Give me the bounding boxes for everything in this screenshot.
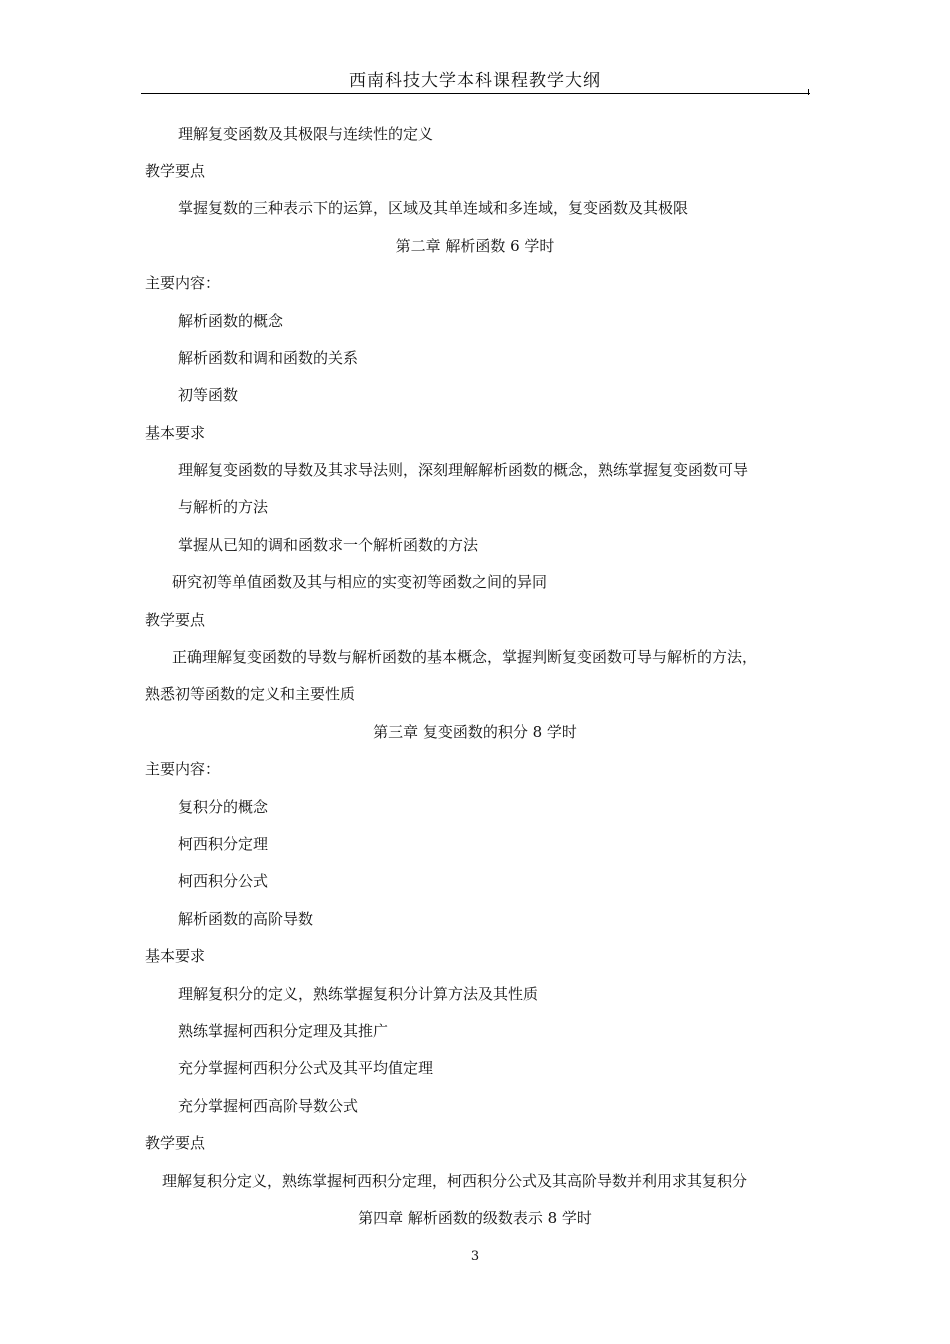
body-line: 熟悉初等函数的定义和主要性质 xyxy=(145,685,356,703)
body-line: 解析函数和调和函数的关系 xyxy=(178,349,359,367)
body-line: 复积分的概念 xyxy=(178,798,269,816)
chapter-heading: 第三章 复变函数的积分 8 学时 xyxy=(373,723,577,741)
body-line: 理解复积分的定义，熟练掌握复积分计算方法及其性质 xyxy=(178,985,539,1003)
section-heading: 教学要点 xyxy=(145,1134,206,1152)
body-line: 正确理解复变函数的导数与解析函数的基本概念，掌握判断复变函数可导与解析的方法， xyxy=(172,648,758,666)
body-line: 充分掌握柯西积分公式及其平均值定理 xyxy=(178,1059,434,1077)
section-heading: 主要内容： xyxy=(145,760,221,778)
page-header-title: 西南科技大学本科课程教学大纲 xyxy=(349,71,601,91)
body-line: 柯西积分公式 xyxy=(178,872,269,890)
body-line: 与解析的方法 xyxy=(178,498,269,516)
header-rule-tick xyxy=(808,89,809,95)
body-line: 掌握从已知的调和函数求一个解析函数的方法 xyxy=(178,536,479,554)
page-number: 3 xyxy=(470,1249,480,1264)
body-line: 解析函数的概念 xyxy=(178,312,284,330)
section-heading: 教学要点 xyxy=(145,611,206,629)
body-line: 理解复积分定义，熟练掌握柯西积分定理，柯西积分公式及其高阶导数并利用求其复积分 xyxy=(162,1172,748,1190)
section-heading: 基本要求 xyxy=(145,424,206,442)
section-heading: 教学要点 xyxy=(145,162,206,180)
body-line: 掌握复数的三种表示下的运算，区域及其单连域和多连域，复变函数及其极限 xyxy=(178,199,689,217)
body-line: 研究初等单值函数及其与相应的实变初等函数之间的异同 xyxy=(172,573,548,591)
body-line: 充分掌握柯西高阶导数公式 xyxy=(178,1097,359,1115)
section-heading: 基本要求 xyxy=(145,947,206,965)
body-line: 理解复变函数的导数及其求导法则，深刻理解解析函数的概念，熟练掌握复变函数可导 xyxy=(178,461,749,479)
body-line: 熟练掌握柯西积分定理及其推广 xyxy=(178,1022,389,1040)
header-rule xyxy=(141,93,810,94)
body-line: 理解复变函数及其极限与连续性的定义 xyxy=(178,125,434,143)
body-line: 柯西积分定理 xyxy=(178,835,269,853)
body-line: 解析函数的高阶导数 xyxy=(178,910,314,928)
chapter-heading: 第四章 解析函数的级数表示 8 学时 xyxy=(358,1209,592,1227)
chapter-heading: 第二章 解析函数 6 学时 xyxy=(395,237,555,255)
section-heading: 主要内容： xyxy=(145,274,221,292)
body-line: 初等函数 xyxy=(178,386,239,404)
